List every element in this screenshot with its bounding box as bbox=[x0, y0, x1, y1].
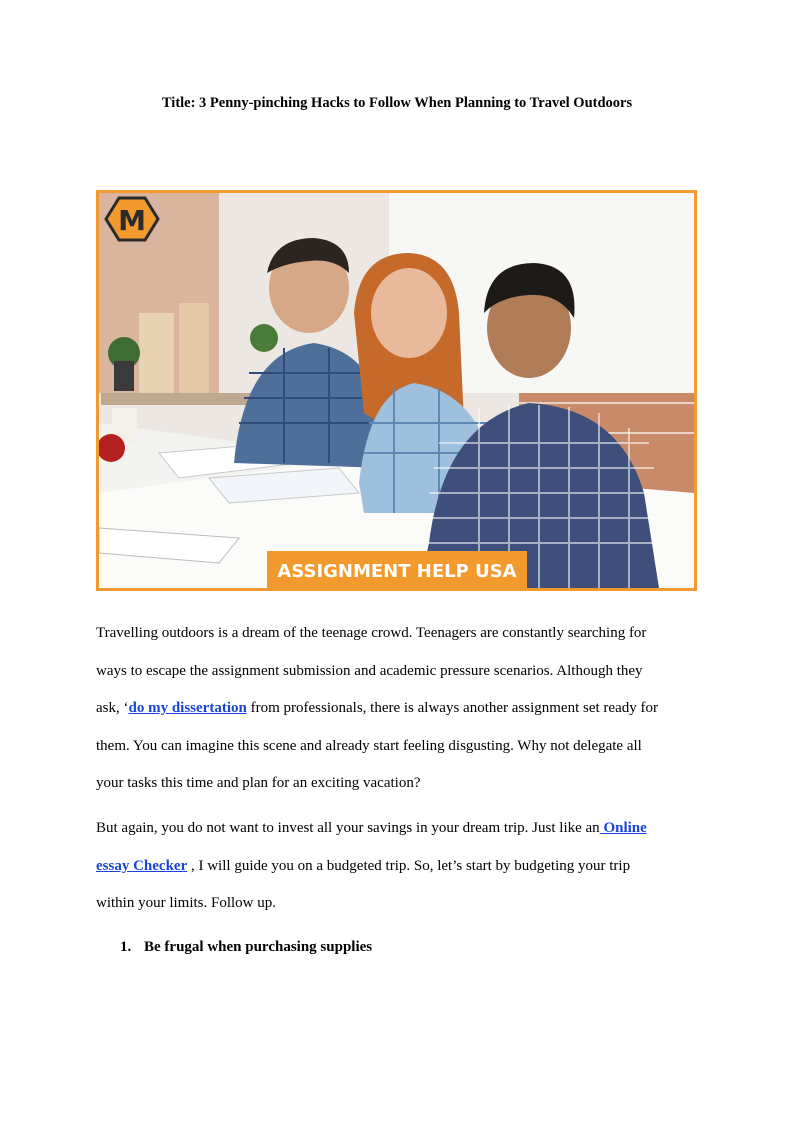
section-title: Be frugal when purchasing supplies bbox=[144, 939, 373, 955]
paragraph-intro bbox=[96, 623, 706, 811]
line-text: from professionals, there is always another assignment set ready for bbox=[246, 700, 658, 716]
section-heading bbox=[120, 939, 372, 956]
do-my-dissertation-link[interactable]: do my dissertation bbox=[128, 700, 247, 716]
paragraph-line: ways to escape the assignment submission and academic pressure scenarios. Although they bbox=[96, 662, 643, 679]
section-number: 1. bbox=[120, 939, 132, 955]
line-text: ask, ‘ bbox=[96, 700, 129, 716]
online-essay-checker-link-continued[interactable]: essay Checker bbox=[96, 857, 188, 874]
online-essay-checker-link[interactable]: Online bbox=[599, 820, 647, 836]
paragraph-line bbox=[96, 818, 706, 856]
paragraph-line bbox=[96, 856, 706, 894]
paragraph-line: them. You can imagine this scene and already start feeling disgusting. Why not delegate all bbox=[96, 737, 642, 754]
document-title: Title: 3 Penny-pinching Hacks to Follow When Planning to Travel Outdoors bbox=[161, 95, 633, 111]
paragraph-line bbox=[96, 698, 706, 736]
hero-image bbox=[96, 190, 697, 591]
logo-letter: M bbox=[118, 204, 146, 237]
banner-text: ASSIGNMENT HELP USA bbox=[277, 561, 517, 582]
paragraph-line: your tasks this time and plan for an exciting vacation? bbox=[96, 775, 421, 791]
paragraph-line: Travelling outdoors is a dream of the teenage crowd. Teenagers are constantly searching for bbox=[96, 625, 647, 641]
line-text: But again, you do not want to invest all your savings in your dream trip. Just like an bbox=[96, 820, 600, 836]
paragraph-budget bbox=[96, 818, 706, 931]
paragraph-line: within your limits. Follow up. bbox=[96, 895, 277, 911]
line-text: , I will guide you on a budgeted trip. So, let’s start by budgeting your trip bbox=[187, 857, 631, 874]
